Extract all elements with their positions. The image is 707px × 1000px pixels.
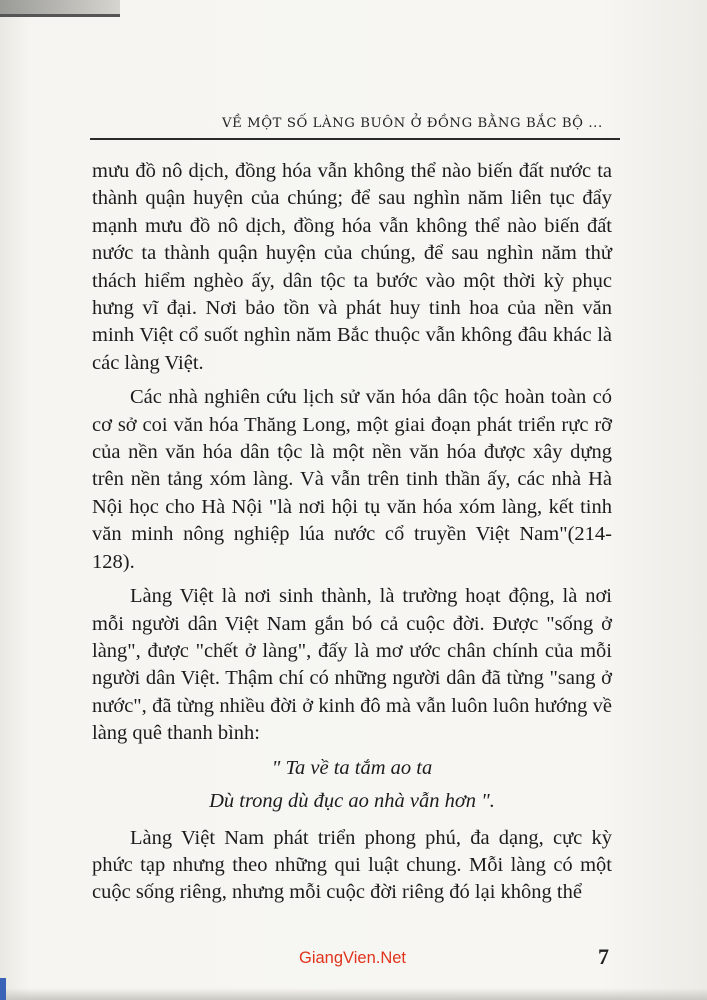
paragraph-1: mưu đồ nô dịch, đồng hóa vẫn không thể nào biến đất nước ta thành quận huyện của chúng; để sau nghìn năm liên tục đẩy mạnh mưu đồ nô dịch, đồng hóa vẫn không thể nào biến đất nước ta thành quận huyện của chúng, để sau nghìn năm thử thách hiểm nghèo ấy, dân tộc ta bước vào một thời kỳ phục hưng vĩ đại. Nơi bảo tồn và phát huy tinh hoa của nền văn minh Việt cổ suốt nghìn năm Bắc thuộc vẫn không đâu khác là các làng Việt. [92, 160, 612, 374]
verse-line-1: " Ta về ta tắm ao ta [271, 756, 433, 779]
page-edge-shadow [0, 0, 120, 17]
paragraph-3: Làng Việt là nơi sinh thành, là trường hoạt động, là nơi mỗi người dân Việt Nam gắn bó cả cuộc đời. Được "sống ở làng", được "chết ở làng", đấy là mơ ước chân chính của mỗi người dân Việt. Thậm chí có những người dân đã từng "sang ở nước", đã từng nhiều đời ở kinh đô mà vẫn luôn luôn hướng về làng quê thanh bình: [92, 585, 612, 745]
paragraph-4: Làng Việt Nam phát triển phong phú, đa dạng, cực kỳ phức tạp nhưng theo những qui luật chung. Mỗi làng có một cuộc sống riêng, nhưng mỗi cuộc đời riêng đó lại không thể [92, 826, 612, 904]
scan-edge-mark [0, 978, 6, 1000]
watermark-link[interactable]: GiangVien.Net [299, 949, 407, 967]
folk-verse [92, 752, 612, 818]
page-bottom-edge [0, 988, 707, 1000]
running-header: VỀ MỘT SỐ LÀNG BUÔN Ở ĐỒNG BẰNG BẮC BỘ ... [222, 116, 603, 131]
verse-line-2: Dù trong dù đục ao nhà vẫn hơn ". [209, 789, 495, 812]
body-text [92, 158, 612, 907]
page-number: 7 [598, 944, 609, 969]
paragraph-2: Các nhà nghiên cứu lịch sử văn hóa dân tộc hoàn toàn có cơ sở coi văn hóa Thăng Long, một giai đoạn phát triển rực rỡ của nền văn hóa dân tộc là một nền văn hóa được xây dựng trên nền tảng xóm làng. Và vẫn trên tinh thần ấy, các nhà Hà Nội học cho Hà Nội "là nơi hội tụ văn hóa xóm làng, kết tinh văn minh nông nghiệp lúa nước cổ truyền Việt Nam"(214-128). [92, 386, 612, 573]
header-rule [90, 138, 620, 140]
